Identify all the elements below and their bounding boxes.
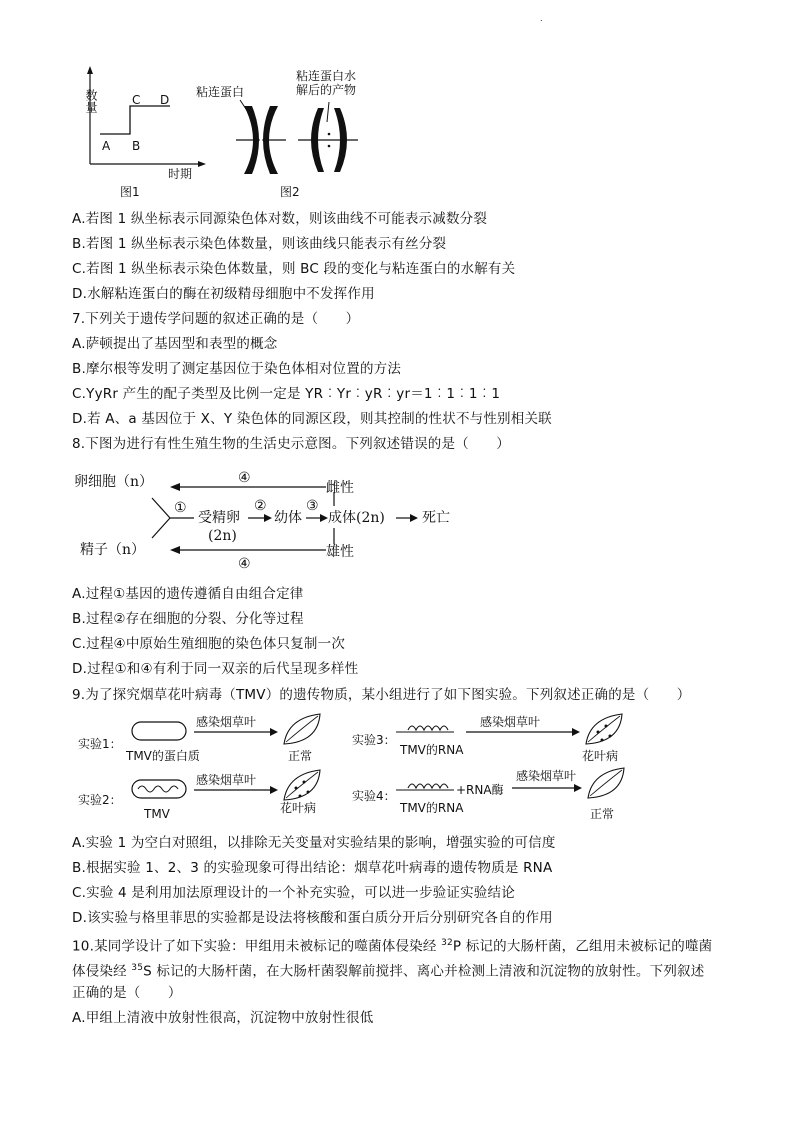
q8-step4-top: ④ xyxy=(238,470,251,486)
q7-option-a: A.萨顿提出了基因型和表型的概念 xyxy=(72,336,278,352)
q10-line-2: 体侵染经 $^{35}$S 标记的大肠杆菌，在大肠杆菌裂解前搅拌、离心并检测上清液和沉淀物的放射性。下列叙述 xyxy=(72,963,705,980)
q7-option-d: D.若 A、a 基因位于 X、Y 染色体的同源区段，则其控制的性状不与性别相关联 xyxy=(72,411,552,427)
exp1-name: 实验1： xyxy=(78,737,122,751)
q9-option-a: A.实验 1 为空白对照组，以排除无关变量对实验结果的影响，增强实验的可信度 xyxy=(72,835,556,851)
q7-stem: 7.下列关于遗传学问题的叙述正确的是（ ） xyxy=(72,311,360,327)
q8-option-d: D.过程①和④有利于同一双亲的后代呈现多样性 xyxy=(72,661,359,677)
figure-2 xyxy=(196,68,358,199)
experiment-1 xyxy=(78,714,320,763)
exp4-name: 实验4： xyxy=(352,789,396,803)
fig2-caption: 图2 xyxy=(280,185,300,199)
exp1-result: 正常 xyxy=(288,749,313,763)
fig1-point-c: C xyxy=(132,93,141,107)
fig1-x-axis-label: 时期 xyxy=(168,167,193,181)
q6-option-c: C.若图 1 纵坐标表示染色体数量，则 BC 段的变化与粘连蛋白的水解有关 xyxy=(72,261,516,277)
q8-option-a: A.过程①基因的遗传遵循自由组合定律 xyxy=(72,586,304,602)
q8-sperm: 精子（n） xyxy=(80,542,146,558)
exp4-extra: +RNA酶 xyxy=(456,783,504,797)
exp3-result: 花叶病 xyxy=(582,749,619,763)
fig1-point-b: B xyxy=(132,139,141,153)
q7-option-b: B.摩尔根等发明了测定基因位于染色体相对位置的方法 xyxy=(72,361,402,377)
exp2-name: 实验2： xyxy=(78,793,122,807)
q9-option-c: C.实验 4 是利用加法原理设计的一个补充实验，可以进一步验证实验结论 xyxy=(72,885,515,901)
exp1-action: 感染烟草叶 xyxy=(196,715,257,729)
q8-juvenile: 幼体 xyxy=(274,510,302,526)
q8-zygote: 受精卵 xyxy=(198,510,240,526)
q8-egg: 卵细胞（n） xyxy=(74,474,154,490)
exp4-result: 正常 xyxy=(590,807,615,821)
q10-line-3: 正确的是（ ） xyxy=(72,985,182,1001)
q8-step4-bottom: ④ xyxy=(238,556,251,572)
q6-option-d: D.水解粘连蛋白的酶在初级精母细胞中不发挥作用 xyxy=(72,286,375,302)
q8-step3: ③ xyxy=(306,498,319,514)
exp3-material: TMV的RNA xyxy=(400,743,464,757)
exp2-action: 感染烟草叶 xyxy=(196,773,257,787)
exp3-action: 感染烟草叶 xyxy=(480,715,541,729)
q10-line-1: 10.某同学设计了如下实验：甲组用未被标记的噬菌体侵染经 $^{32}$P 标记的大肠杆菌，乙组用未被标记的噬菌 xyxy=(72,938,713,955)
q7-option-c: C.YyRr 产生的配子类型及比例一定是 YR︰Yr︰yR︰yr＝1︰1︰1︰1 xyxy=(72,386,501,402)
q8-adult: 成体(2n) xyxy=(328,510,385,526)
q8-female: 雌性 xyxy=(326,480,354,496)
q8-life-cycle-diagram xyxy=(70,462,490,574)
q10-option-a: A.甲组上清液中放射性很高，沉淀物中放射性很低 xyxy=(72,1010,374,1026)
exp1-material: TMV的蛋白质 xyxy=(126,749,200,763)
q6-option-b: B.若图 1 纵坐标表示染色体数量，则该曲线只能表示有丝分裂 xyxy=(72,236,447,252)
exp2-material: TMV xyxy=(144,807,170,821)
figure-1 xyxy=(74,66,206,199)
q8-step1: ① xyxy=(174,500,187,516)
fig1-y-axis-label: 数量 xyxy=(74,89,98,103)
fig1-caption: 图1 xyxy=(120,185,140,199)
fig2-label-right-1: 粘连蛋白水 xyxy=(296,69,357,83)
exp4-material: TMV的RNA xyxy=(400,801,464,815)
q8-option-b: B.过程②存在细胞的分裂、分化等过程 xyxy=(72,611,304,627)
experiment-3 xyxy=(352,714,622,763)
q8-stem: 8.下图为进行有性生殖生物的生活史示意图。下列叙述错误的是（ ） xyxy=(72,436,510,452)
exp4-action: 感染烟草叶 xyxy=(516,769,577,783)
q8-male: 雄性 xyxy=(326,544,354,560)
q9-option-d: D.该实验与格里菲思的实验都是设法将核酸和蛋白质分开后分别研究各自的作用 xyxy=(72,910,553,926)
q8-option-c: C.过程④中原始生殖细胞的染色体只复制一次 xyxy=(72,636,346,652)
figure-1-2 xyxy=(68,62,378,202)
fig1-point-d: D xyxy=(160,93,170,107)
q9-experiment-diagram xyxy=(70,708,650,826)
top-mark: . xyxy=(540,14,543,23)
fig2-label-left: 粘连蛋白 xyxy=(196,85,245,99)
exp2-result: 花叶病 xyxy=(280,801,317,815)
fig1-point-a: A xyxy=(102,139,111,153)
exp3-name: 实验3： xyxy=(352,733,396,747)
experiment-2 xyxy=(78,770,320,821)
q9-option-b: B.根据实验 1、2、3 的实验现象可得出结论：烟草花叶病毒的遗传物质是 RNA xyxy=(72,860,553,876)
experiment-4 xyxy=(352,768,624,821)
q8-step2: ② xyxy=(254,498,267,514)
q8-zygote-ploidy: (2n) xyxy=(208,528,237,544)
q8-death: 死亡 xyxy=(422,510,450,526)
q6-option-a: A.若图 1 纵坐标表示同源染色体对数，则该曲线不可能表示减数分裂 xyxy=(72,211,488,227)
q9-stem: 9.为了探究烟草花叶病毒（TMV）的遗传物质，某小组进行了如下图实验。下列叙述正确的是（ ） xyxy=(72,687,691,703)
fig2-label-right-2: 解后的产物 xyxy=(296,83,357,97)
